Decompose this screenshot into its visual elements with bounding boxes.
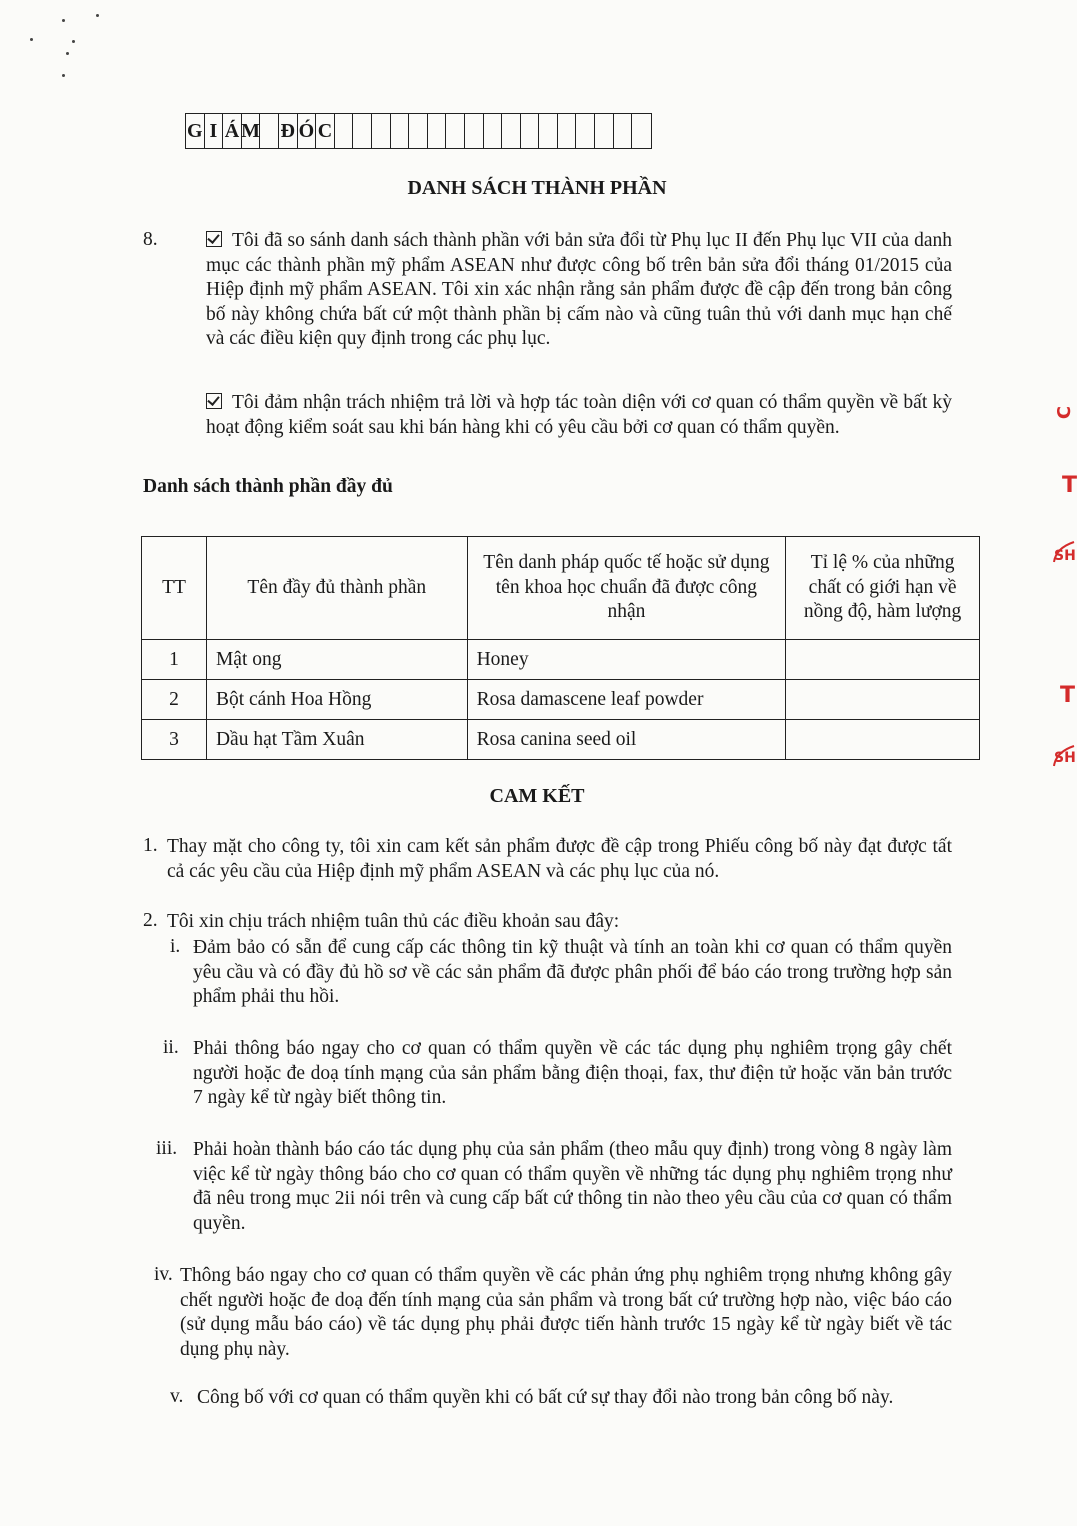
char-box [521, 114, 540, 148]
commitment-text: Tôi xin chịu trách nhiệm tuân thủ các điều khoản sau đây: [167, 911, 620, 932]
char-box [576, 114, 595, 148]
scan-speck [66, 52, 69, 55]
commitment-number: 2. [143, 910, 158, 931]
column-header-percentage: Tỉ lệ % của những chất có giới hạn về nồng độ, hàm lượng [786, 537, 980, 640]
char-box [391, 114, 410, 148]
section-title: DANH SÁCH THÀNH PHẦN [407, 177, 667, 199]
sub-item-number: ii. [163, 1037, 179, 1058]
table-row [142, 640, 980, 680]
commitment-text: Thay mặt cho công ty, tôi xin cam kết sản phẩm được đề cập trong Phiếu công bố này đạt được tất cả các yêu cầu của Hiệp định mỹ phẩm ASEAN và các phụ lục của nó. [167, 836, 952, 882]
signature-title-boxes [185, 113, 652, 149]
char-box [484, 114, 503, 148]
stamp-fragment: SH [1054, 548, 1076, 564]
char-box [632, 114, 651, 148]
sub-item-text: Phải thông báo ngay cho cơ quan có thẩm quyền về các tác dụng phụ nghiêm trọng gây chết người hoặc đe doạ tính mạng của sản phẩm bằng điện thoại, fax, thư điện tử hoặc văn bản trước 7 ngày kể từ ngày biết thông tin. [193, 1038, 952, 1109]
stamp-fragment: SH [1054, 750, 1076, 766]
responsibility-paragraph [206, 391, 952, 440]
scan-speck [62, 74, 65, 77]
scan-speck [96, 14, 99, 17]
table-cell: 2 [142, 680, 207, 720]
char-box [335, 114, 354, 148]
declaration-text: Tôi đã so sánh danh sách thành phần với bản sửa đổi từ Phụ lục II đến Phụ lục VII của danh mục các thành phần mỹ phẩm ASEAN như được công bố trên bản sửa đổi tháng 01/2015 của Hiệp định mỹ phẩm ASEAN. Tôi xin xác nhận rằng sản phẩm được đề cập đến trong bản công bố này không chứa bất cứ một thành phần bị cấm nào và cũng tuân thủ với danh mục hạn chế và các điều kiện quy định trong các phụ lục. [206, 230, 952, 350]
char-box: Á [223, 114, 242, 148]
commitment-title: CAM KẾT [489, 785, 585, 807]
char-box: M [242, 114, 261, 148]
column-header-inci-name: Tên danh pháp quốc tế hoặc sử dụng tên khoa học chuẩn đã được công nhận [467, 537, 786, 640]
char-box [502, 114, 521, 148]
char-box [446, 114, 465, 148]
stamp-arc-icon [1046, 540, 1074, 780]
char-box [465, 114, 484, 148]
table-cell: Bột cánh Hoa Hồng [206, 680, 467, 720]
sub-item-text: Công bố với cơ quan có thẩm quyền khi có bất cứ sự thay đổi nào trong bản công bố này. [197, 1387, 894, 1408]
char-box: Ó [298, 114, 317, 148]
stamp-fragment: T [1060, 683, 1076, 708]
table-cell [786, 680, 980, 720]
sub-item-number: iv. [154, 1264, 173, 1285]
checked-checkbox-icon [206, 393, 222, 409]
column-header-full-name: Tên đầy đủ thành phần [206, 537, 467, 640]
scan-speck [72, 40, 75, 43]
table-cell: Rosa canina seed oil [467, 720, 786, 760]
table-cell: Dầu hạt Tầm Xuân [206, 720, 467, 760]
item-number: 8. [143, 229, 158, 250]
sub-item-text: Đảm bảo có sẵn để cung cấp các thông tin kỹ thuật và tính an toàn khi cơ quan có thẩm quyền yêu cầu và có đầy đủ hồ sơ về các sản phẩm đã được phân phối để báo cáo trong trường hợp sản phẩm phải thu hồi. [193, 937, 952, 1008]
sub-item-number: v. [170, 1386, 184, 1407]
char-box: G [186, 114, 205, 148]
char-box [595, 114, 614, 148]
sub-item-number: iii. [156, 1138, 178, 1159]
char-box [260, 114, 279, 148]
full-ingredient-list-title: Danh sách thành phần đầy đủ [143, 476, 393, 497]
scan-speck [62, 19, 65, 22]
stamp-fragment: C [1054, 405, 1076, 420]
table-cell: 1 [142, 640, 207, 680]
char-box: I [205, 114, 224, 148]
table-cell [786, 640, 980, 680]
char-box [539, 114, 558, 148]
stamp-fragment: T [1062, 473, 1077, 498]
table-cell: Rosa damascene leaf powder [467, 680, 786, 720]
table-cell [786, 720, 980, 760]
sub-item-number: i. [170, 936, 181, 957]
ingredient-table [141, 536, 980, 760]
char-box: C [316, 114, 335, 148]
char-box [614, 114, 633, 148]
table-row [142, 680, 980, 720]
sub-item-text: Thông báo ngay cho cơ quan có thẩm quyền về các phản ứng phụ nghiêm trọng nhưng không gây chết người hoặc đe doạ đến tính mạng của sản phẩm và trong bất cứ trường hợp nào, việc báo cáo (sử dụng mẫu báo cáo) về tác dụng phụ phải được tiến hành trước 15 ngày kể từ ngày biết về tác dụng phụ này. [180, 1265, 952, 1360]
char-box [409, 114, 428, 148]
table-cell: 3 [142, 720, 207, 760]
char-box: Đ [279, 114, 298, 148]
table-cell: Mật ong [206, 640, 467, 680]
commitment-number: 1. [143, 835, 158, 856]
checked-checkbox-icon [206, 231, 222, 247]
table-cell: Honey [467, 640, 786, 680]
responsibility-text: Tôi đảm nhận trách nhiệm trả lời và hợp tác toàn diện với cơ quan có thẩm quyền về bất kỳ hoạt động kiểm soát sau khi bán hàng khi có yêu cầu bởi cơ quan có thẩm quyền. [206, 392, 952, 438]
scan-speck [30, 38, 33, 41]
char-box [558, 114, 577, 148]
sub-item-text: Phải hoàn thành báo cáo tác dụng phụ của sản phẩm (theo mẫu quy định) trong vòng 8 ngày làm việc kể từ ngày thông báo cho cơ quan có thẩm quyền về những tác dụng phụ nghiêm trọng như đã nêu trong mục 2ii nói trên và cung cấp bất cứ thông tin nào theo yêu cầu của cơ quan có thẩm quyền. [193, 1139, 952, 1234]
char-box [353, 114, 372, 148]
declaration-paragraph [206, 229, 952, 352]
table-row [142, 720, 980, 760]
char-box [428, 114, 447, 148]
table-header-row [142, 537, 980, 640]
char-box [372, 114, 391, 148]
column-header-tt: TT [142, 537, 207, 640]
